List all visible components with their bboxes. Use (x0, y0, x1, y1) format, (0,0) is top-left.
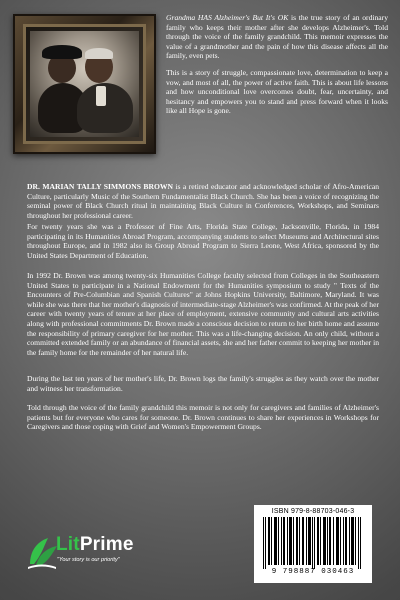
description-paragraph-2: This is a story of struggle, compassionate love, determination to keep a vow, and most of all, the power of active faith. This is about life lessons and how unconditional love overcomes doubt, fear, uncertainty, and hesitancy and empowers you to stand and press forward when it looks like all Hope is gone. (166, 67, 388, 116)
description-paragraph-1: Grandma HAS Alzheimer's But It's OK is the true story of an ordinary family who keeps their mother after she develops Alzheimer's. Told through the voice of the family grandchild. This memoir expresses the value of a grandmother and the pain of how this disease affects all the family, even pets. (166, 13, 388, 61)
bio-paragraph-5: Told through the voice of the family grandchild this memoir is not only for caregivers and families of Alzheimer's patients but for everyone who cares for someone. Dr. Brown continues to share her experiences in Workshops for Caregivers and those coping with Grief and Women's Empowerment Groups. (27, 403, 379, 432)
bio-paragraph-4: During the last ten years of her mother's life, Dr. Brown logs the family's struggles as they watch over the mother and witness her transformation. (27, 374, 379, 393)
author-photo-frame (13, 14, 156, 154)
bio-paragraph-3: In 1992 Dr. Brown was among twenty-six Humanities College faculty selected from Colleges in the Southeastern United States to participate in a National Endowment for the Humanities symposium to study " Texts of the Encounters of Pre-Columbian and Spanish Cultures" at Johns Hopkins University, Baltimore, Maryland. It was while she was there that her mother's diagnosis of intermediate-stage Alzheimer's was confirmed. At the peak of her career with twenty years of tenure at her place of employment, extensive community and cultural arts activities along with professional commitments Dr. Brown made a conscious decision to return to her birth home and assume the responsibility of primary caregiver for her mother. This was a life-changing decision. An only child, without a committed extended family or an abundance of financial assets, she and her father commit to keeping her mother in the family home for the remainder of her natural life. (27, 271, 379, 357)
author-photo (30, 31, 139, 137)
publisher-logo[interactable] (26, 532, 138, 576)
bio-paragraph-1: DR. MARIAN TALLY SIMMONS BROWN is a retired educator and acknowledged scholar of Afro-American Culture, particularly Music of the Southern Fundamentalist Black Church. She has been a voice of recognizing the seminal power of Black Church ritual in maintaining Black Culture in Conferences, Workshops, and Seminars throughout her professional career. (27, 182, 379, 220)
book-title: Grandma HAS Alzheimer's But It's OK (166, 13, 289, 22)
bio-paragraph-2: For twenty years she was a Professor of Fine Arts, Florida State College, Jacksonville, Florida, in 1984 participating in its Humanities Abroad Program, accompanying students to select Museums and Architectural sites throughout Europe, and in 1982 also its Group Abroad Program to Sierra Leone, West Africa, sponsored by the United States Department of Education. (27, 222, 379, 260)
isbn-barcode-block (254, 505, 372, 583)
publisher-tagline: "Your story is our priority" (57, 557, 120, 563)
author-name: DR. MARIAN TALLY SIMMONS BROWN (27, 182, 173, 191)
barcode (259, 517, 367, 569)
book-description (166, 13, 388, 116)
publisher-name: LitPrime (56, 534, 134, 555)
isbn-label: ISBN 979-8-88703-046-3 (271, 508, 355, 515)
author-photo-mat (23, 24, 146, 144)
book-leaf-icon (26, 534, 60, 570)
barcode-digits: 9 798887 030463 (271, 568, 355, 576)
